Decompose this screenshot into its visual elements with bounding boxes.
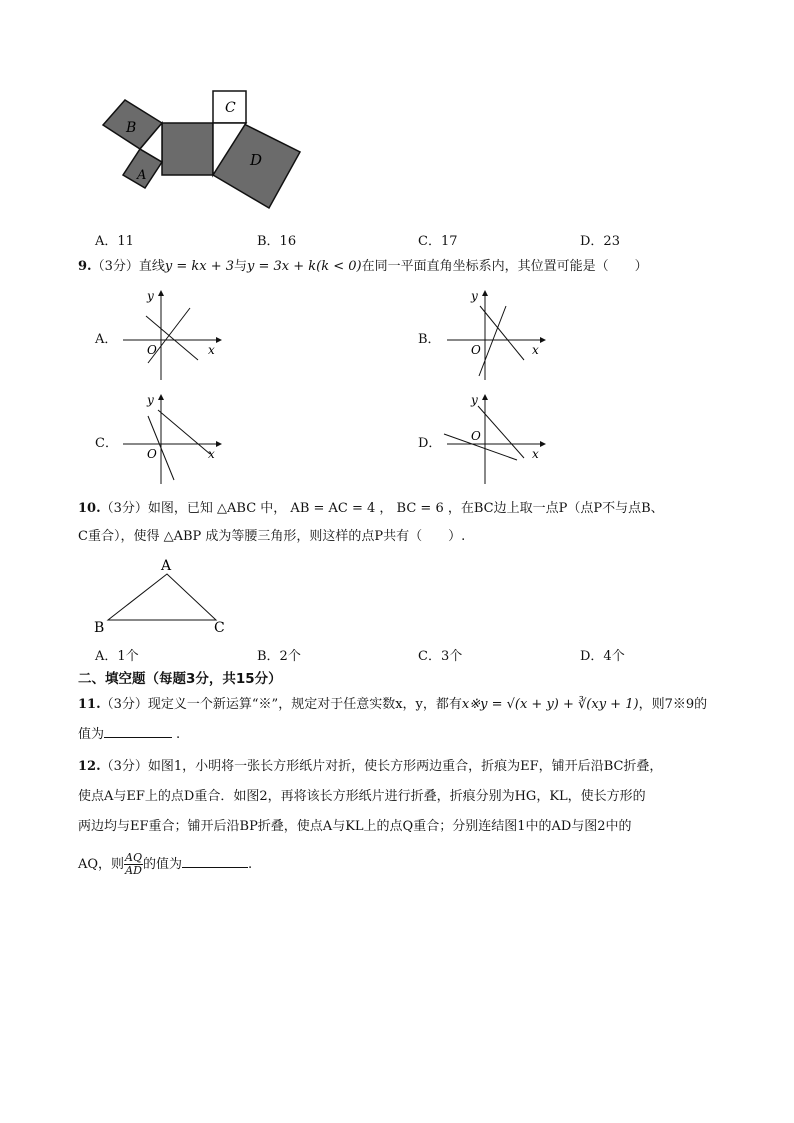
q10-number: 10. bbox=[78, 501, 101, 516]
q8-option-c[interactable]: C．17 bbox=[418, 234, 458, 249]
q12-line4-mid: 的值为 bbox=[143, 857, 183, 872]
q9-option-b[interactable]: B． bbox=[418, 332, 441, 347]
q9-eq1: y = kx + 3 bbox=[164, 259, 235, 274]
axis-x: x bbox=[532, 447, 539, 461]
axis-y: y bbox=[147, 289, 154, 303]
q9-option-a[interactable]: A． bbox=[95, 332, 118, 347]
q11-period: . bbox=[176, 727, 181, 742]
q10-option-d[interactable]: D．4个 bbox=[580, 649, 625, 664]
q12-line1: 如图1，小明将一张长方形纸片对折，使长方形两边重合，折痕为EF，铺开后沿BC折叠， bbox=[147, 759, 663, 774]
triangle-abc bbox=[108, 574, 216, 620]
q11-number: 11. bbox=[78, 697, 101, 712]
q9-score: （3分） bbox=[91, 259, 139, 274]
label-d: D bbox=[250, 151, 263, 169]
axis-o: O bbox=[147, 343, 157, 357]
q12-stem-line1 bbox=[78, 754, 662, 780]
q11-text-after: ，则7※9的 bbox=[638, 697, 708, 712]
label-b: B bbox=[126, 120, 137, 136]
q10-triangle-figure bbox=[90, 554, 240, 636]
axis-y: y bbox=[471, 289, 478, 303]
q9-graph-d bbox=[442, 392, 547, 487]
q12-fraction bbox=[124, 852, 143, 877]
q11-text: 现定义一个新运算“※”，规定对于任意实数x，y，都有 bbox=[147, 697, 462, 712]
fraction-denominator: AD bbox=[125, 864, 142, 877]
q12-score: （3分） bbox=[100, 759, 148, 774]
axis-x: x bbox=[532, 343, 539, 357]
axis-x: x bbox=[208, 343, 215, 357]
vertex-c: C bbox=[214, 620, 225, 636]
q10-score: （3分） bbox=[100, 501, 148, 516]
axis-o: O bbox=[471, 429, 481, 443]
fraction-numerator: AQ bbox=[125, 851, 143, 864]
q10-line1: 如图，已知 △ABC 中， AB = AC = 4 ， BC = 6 ，在BC边上取一点P（点P不与点B、 bbox=[147, 501, 664, 516]
q10-stem-line1 bbox=[78, 496, 664, 522]
q9-text-after: 在同一平面直角坐标系内，其位置可能是（ ） bbox=[361, 259, 648, 274]
section-heading-fill-in: 二、填空题（每题3分，共15分） bbox=[78, 671, 282, 687]
q10-option-b[interactable]: B．2个 bbox=[257, 649, 301, 664]
q12-line2: 使点A与EF上的点D重合．如图2，再将该长方形纸片进行折叠，折痕分别为HG，KL，使长方形的 bbox=[78, 789, 646, 804]
label-c: C bbox=[225, 100, 236, 116]
axis-y: y bbox=[147, 393, 154, 407]
central-rectangle bbox=[162, 123, 213, 175]
q9-number: 9. bbox=[78, 259, 92, 274]
q10-option-c[interactable]: C．3个 bbox=[418, 649, 463, 664]
q9-graph-c bbox=[118, 392, 223, 487]
axis-y: y bbox=[471, 393, 478, 407]
q9-mid: 与 bbox=[234, 259, 248, 274]
axis-x: x bbox=[208, 447, 215, 461]
q8-option-b[interactable]: B．16 bbox=[257, 234, 297, 249]
q8-squares-figure bbox=[95, 85, 310, 215]
q12-number: 12. bbox=[78, 759, 101, 774]
q10-option-a[interactable]: A．1个 bbox=[95, 649, 139, 664]
q8-option-a[interactable]: A．11 bbox=[95, 234, 134, 249]
vertex-b: B bbox=[94, 620, 105, 636]
q9-eq2: y = 3x + k(k < 0) bbox=[247, 259, 362, 274]
q11-answer-prefix: 值为 bbox=[78, 727, 105, 742]
q9-graph-b bbox=[442, 288, 547, 383]
q9-option-c[interactable]: C． bbox=[95, 436, 118, 451]
q8-option-d[interactable]: D．23 bbox=[580, 234, 620, 249]
q9-graph-a bbox=[118, 288, 223, 383]
label-a: A bbox=[137, 168, 147, 183]
q12-line3: 两边均与EF重合；铺开后沿BP折叠，使点A与KL上的点Q重合；分别连结图1中的AD与图2中的 bbox=[78, 819, 632, 834]
q11-formula: x※y = √(x + y) + ∛(xy + 1) bbox=[461, 697, 639, 712]
q11-score: （3分） bbox=[100, 697, 148, 712]
q10-line2: C重合），使得 △ABP 成为等腰三角形，则这样的点P共有（ ）. bbox=[78, 529, 466, 544]
axis-o: O bbox=[147, 447, 157, 461]
axis-o: O bbox=[471, 343, 481, 357]
q11-answer-blank[interactable] bbox=[104, 723, 172, 738]
q11-line2 bbox=[78, 722, 180, 748]
q9-stem bbox=[78, 254, 648, 280]
vertex-a: A bbox=[161, 558, 172, 574]
q12-line4 bbox=[78, 852, 252, 878]
q12-line4-start: AQ，则 bbox=[78, 857, 125, 872]
q11-stem bbox=[78, 692, 707, 718]
q12-answer-blank[interactable] bbox=[182, 853, 248, 868]
q9-text-before: 直线 bbox=[138, 259, 165, 274]
q9-option-d[interactable]: D． bbox=[418, 436, 442, 451]
q12-period: . bbox=[248, 857, 253, 872]
